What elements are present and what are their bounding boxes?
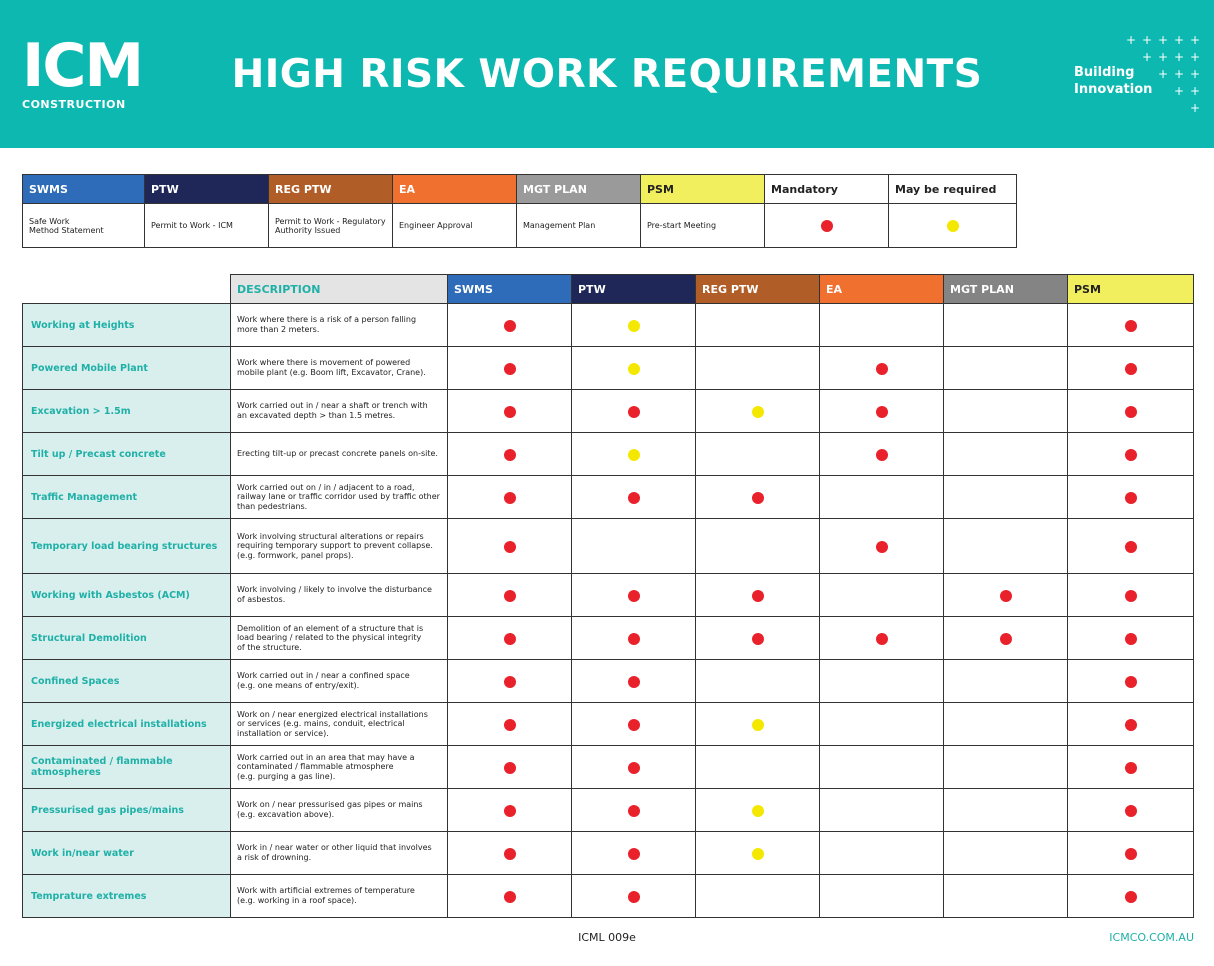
requirement-cell bbox=[448, 832, 572, 875]
table-row bbox=[23, 703, 1194, 746]
hazard-name: Temprature extremes bbox=[23, 875, 231, 918]
requirement-cell bbox=[448, 433, 572, 476]
mandatory-dot bbox=[1125, 848, 1137, 860]
requirement-cell bbox=[696, 703, 820, 746]
requirement-cell bbox=[944, 789, 1068, 832]
hazard-name: Traffic Management bbox=[23, 476, 231, 519]
requirement-cell bbox=[696, 347, 820, 390]
mandatory-dot bbox=[504, 805, 516, 817]
requirement-cell bbox=[820, 789, 944, 832]
mandatory-dot bbox=[628, 719, 640, 731]
requirement-cell bbox=[1068, 476, 1194, 519]
requirement-cell bbox=[944, 347, 1068, 390]
requirement-cell bbox=[696, 476, 820, 519]
mandatory-dot bbox=[504, 492, 516, 504]
table-row bbox=[23, 347, 1194, 390]
requirement-cell bbox=[820, 390, 944, 433]
requirement-cell bbox=[572, 304, 696, 347]
requirement-cell bbox=[448, 574, 572, 617]
requirement-cell bbox=[696, 746, 820, 789]
header-ea: EA bbox=[820, 275, 944, 304]
requirement-cell bbox=[944, 304, 1068, 347]
hazard-description: Work in / near water or other liquid that involves a risk of drowning. bbox=[231, 832, 448, 875]
mandatory-dot bbox=[504, 363, 516, 375]
may-be-required-dot bbox=[752, 406, 764, 418]
mandatory-dot bbox=[1125, 891, 1137, 903]
mandatory-dot bbox=[752, 492, 764, 504]
requirement-cell bbox=[572, 476, 696, 519]
requirement-cell bbox=[820, 347, 944, 390]
mandatory-dot bbox=[504, 848, 516, 860]
mandatory-dot bbox=[504, 633, 516, 645]
requirement-cell bbox=[820, 433, 944, 476]
requirement-cell bbox=[1068, 832, 1194, 875]
may-be-required-dot bbox=[628, 320, 640, 332]
mandatory-dot bbox=[1125, 492, 1137, 504]
mandatory-dot bbox=[752, 590, 764, 602]
hazard-description: Work where there is a risk of a person falling more than 2 meters. bbox=[231, 304, 448, 347]
may-be-required-dot bbox=[752, 719, 764, 731]
hazard-description: Erecting tilt-up or precast concrete panels on-site. bbox=[231, 433, 448, 476]
requirement-cell bbox=[944, 617, 1068, 660]
mandatory-dot bbox=[1125, 541, 1137, 553]
mandatory-dot bbox=[1125, 676, 1137, 688]
requirement-cell bbox=[696, 617, 820, 660]
requirement-cell bbox=[572, 875, 696, 918]
requirement-cell bbox=[1068, 519, 1194, 574]
requirement-cell bbox=[820, 660, 944, 703]
legend-maybe-cell bbox=[889, 204, 1017, 248]
requirements-table bbox=[22, 274, 1194, 918]
header-ptw: PTW bbox=[572, 275, 696, 304]
mandatory-dot bbox=[628, 492, 640, 504]
requirement-cell bbox=[944, 660, 1068, 703]
requirement-cell bbox=[1068, 574, 1194, 617]
table-row bbox=[23, 660, 1194, 703]
legend-desc-row bbox=[23, 204, 1017, 248]
hazard-description: Work involving structural alterations or repairs requiring temporary support to prevent collapse. (e.g. formwork, panel props). bbox=[231, 519, 448, 574]
header-reg-ptw: REG PTW bbox=[696, 275, 820, 304]
hazard-description: Work with artificial extremes of temperature (e.g. working in a roof space). bbox=[231, 875, 448, 918]
requirement-cell bbox=[448, 875, 572, 918]
requirement-cell bbox=[696, 789, 820, 832]
requirement-cell bbox=[572, 746, 696, 789]
requirement-cell bbox=[696, 875, 820, 918]
table-row bbox=[23, 433, 1194, 476]
hazard-name: Excavation > 1.5m bbox=[23, 390, 231, 433]
mandatory-dot bbox=[504, 590, 516, 602]
requirement-cell bbox=[820, 703, 944, 746]
hazard-name: Structural Demolition bbox=[23, 617, 231, 660]
legend-desc-reg-ptw: Permit to Work - Regulatory Authority Issued bbox=[269, 204, 393, 248]
header-description: DESCRIPTION bbox=[231, 275, 448, 304]
table-row bbox=[23, 789, 1194, 832]
table-row bbox=[23, 476, 1194, 519]
table-row bbox=[23, 746, 1194, 789]
hazard-name: Temporary load bearing structures bbox=[23, 519, 231, 574]
hazard-name: Energized electrical installations bbox=[23, 703, 231, 746]
requirement-cell bbox=[1068, 703, 1194, 746]
table-body bbox=[23, 304, 1194, 918]
mandatory-dot bbox=[504, 449, 516, 461]
plus-pattern-icon: + + + + + + + + + + + + + + + bbox=[1126, 33, 1201, 115]
legend-desc-swms: Safe Work Method Statement bbox=[23, 204, 145, 248]
hazard-name: Powered Mobile Plant bbox=[23, 347, 231, 390]
header-mgt-plan: MGT PLAN bbox=[944, 275, 1068, 304]
requirement-cell bbox=[820, 304, 944, 347]
website-link[interactable]: ICMCO.COM.AU bbox=[1109, 931, 1194, 944]
hazard-description: Work carried out on / in / adjacent to a road, railway lane or traffic corridor used by traffic other than pedestrians. bbox=[231, 476, 448, 519]
hazard-description: Work where there is movement of powered mobile plant (e.g. Boom lift, Excavator, Crane). bbox=[231, 347, 448, 390]
may-be-required-dot bbox=[752, 805, 764, 817]
mandatory-dot bbox=[1125, 406, 1137, 418]
requirement-cell bbox=[448, 617, 572, 660]
legend-mandatory-cell bbox=[765, 204, 889, 248]
mandatory-dot bbox=[876, 633, 888, 645]
requirement-cell bbox=[944, 476, 1068, 519]
mandatory-dot bbox=[504, 676, 516, 688]
requirement-cell bbox=[572, 390, 696, 433]
mandatory-dot bbox=[504, 406, 516, 418]
mandatory-dot bbox=[876, 541, 888, 553]
requirement-cell bbox=[944, 746, 1068, 789]
table-row bbox=[23, 617, 1194, 660]
requirement-cell bbox=[696, 390, 820, 433]
page-title: HIGH RISK WORK REQUIREMENTS bbox=[231, 52, 983, 97]
mandatory-dot bbox=[628, 676, 640, 688]
mandatory-dot bbox=[504, 891, 516, 903]
requirement-cell bbox=[696, 574, 820, 617]
hazard-name: Confined Spaces bbox=[23, 660, 231, 703]
legend-desc-mgt-plan: Management Plan bbox=[517, 204, 641, 248]
requirement-cell bbox=[1068, 789, 1194, 832]
mandatory-dot bbox=[1125, 320, 1137, 332]
hazard-name: Tilt up / Precast concrete bbox=[23, 433, 231, 476]
requirement-cell bbox=[1068, 304, 1194, 347]
mandatory-dot bbox=[628, 805, 640, 817]
requirement-cell bbox=[448, 390, 572, 433]
legend-header-row bbox=[23, 175, 1017, 204]
logo-subtitle: CONSTRUCTION bbox=[22, 98, 126, 111]
hazard-description: Work involving / likely to involve the disturbance of asbestos. bbox=[231, 574, 448, 617]
requirement-cell bbox=[572, 347, 696, 390]
legend-header-mgt-plan: MGT PLAN bbox=[517, 175, 641, 204]
legend-header-reg-ptw: REG PTW bbox=[269, 175, 393, 204]
requirement-cell bbox=[1068, 746, 1194, 789]
requirement-cell bbox=[820, 617, 944, 660]
header-psm: PSM bbox=[1068, 275, 1194, 304]
mandatory-dot bbox=[628, 633, 640, 645]
table-row bbox=[23, 390, 1194, 433]
requirement-cell bbox=[572, 832, 696, 875]
requirement-cell bbox=[572, 574, 696, 617]
table-header-row bbox=[23, 275, 1194, 304]
legend-header-may-be-required: May be required bbox=[889, 175, 1017, 204]
requirement-cell bbox=[572, 703, 696, 746]
document-code: ICML 009e bbox=[578, 931, 636, 944]
mandatory-dot bbox=[1125, 719, 1137, 731]
mandatory-dot bbox=[876, 406, 888, 418]
mandatory-dot bbox=[504, 320, 516, 332]
requirement-cell bbox=[448, 519, 572, 574]
legend-header-ea: EA bbox=[393, 175, 517, 204]
hazard-description: Work carried out in / near a confined space (e.g. one means of entry/exit). bbox=[231, 660, 448, 703]
requirement-cell bbox=[1068, 433, 1194, 476]
requirement-cell bbox=[696, 832, 820, 875]
legend-table bbox=[22, 174, 1017, 248]
mandatory-dot bbox=[504, 762, 516, 774]
requirement-cell bbox=[1068, 875, 1194, 918]
legend-desc-ptw: Permit to Work - ICM bbox=[145, 204, 269, 248]
requirement-cell bbox=[944, 832, 1068, 875]
may-be-required-dot bbox=[628, 449, 640, 461]
requirement-cell bbox=[696, 433, 820, 476]
requirement-cell bbox=[448, 703, 572, 746]
requirement-cell bbox=[696, 304, 820, 347]
requirement-cell bbox=[820, 519, 944, 574]
hazard-description: Work carried out in / near a shaft or trench with an excavated depth > than 1.5 metres. bbox=[231, 390, 448, 433]
mandatory-dot bbox=[821, 220, 833, 232]
tagline-line-2: Innovation bbox=[1074, 82, 1153, 97]
requirement-cell bbox=[820, 832, 944, 875]
hazard-description: Work on / near pressurised gas pipes or mains (e.g. excavation above). bbox=[231, 789, 448, 832]
header-banner bbox=[0, 0, 1214, 148]
requirement-cell bbox=[944, 390, 1068, 433]
requirement-cell bbox=[944, 519, 1068, 574]
requirement-cell bbox=[448, 746, 572, 789]
mandatory-dot bbox=[628, 848, 640, 860]
table-row bbox=[23, 519, 1194, 574]
mandatory-dot bbox=[1125, 449, 1137, 461]
requirement-cell bbox=[696, 519, 820, 574]
tagline-line-1: Building bbox=[1074, 65, 1135, 80]
hazard-name: Working at Heights bbox=[23, 304, 231, 347]
mandatory-dot bbox=[628, 762, 640, 774]
mandatory-dot bbox=[628, 590, 640, 602]
table-row bbox=[23, 574, 1194, 617]
requirement-cell bbox=[448, 476, 572, 519]
hazard-description: Work on / near energized electrical installations or services (e.g. mains, conduit, electrical installation or service). bbox=[231, 703, 448, 746]
requirement-cell bbox=[448, 347, 572, 390]
requirement-cell bbox=[820, 476, 944, 519]
mandatory-dot bbox=[1125, 590, 1137, 602]
table-row bbox=[23, 304, 1194, 347]
requirement-cell bbox=[944, 875, 1068, 918]
table-row bbox=[23, 875, 1194, 918]
mandatory-dot bbox=[1125, 805, 1137, 817]
requirement-cell bbox=[1068, 347, 1194, 390]
hazard-description: Demolition of an element of a structure that is load bearing / related to the physical integrity of the structure. bbox=[231, 617, 448, 660]
mandatory-dot bbox=[504, 719, 516, 731]
header-blank-cell bbox=[23, 275, 231, 304]
requirement-cell bbox=[820, 875, 944, 918]
requirement-cell bbox=[944, 703, 1068, 746]
mandatory-dot bbox=[1125, 762, 1137, 774]
requirement-cell bbox=[572, 433, 696, 476]
logo-mark: ICM bbox=[22, 31, 143, 101]
requirement-cell bbox=[572, 617, 696, 660]
mandatory-dot bbox=[628, 406, 640, 418]
mandatory-dot bbox=[1125, 633, 1137, 645]
mandatory-dot bbox=[628, 891, 640, 903]
legend-header-swms: SWMS bbox=[23, 175, 145, 204]
table-row bbox=[23, 832, 1194, 875]
requirement-cell bbox=[944, 574, 1068, 617]
mandatory-dot bbox=[876, 363, 888, 375]
mandatory-dot bbox=[1000, 633, 1012, 645]
hazard-name: Contaminated / flammable atmospheres bbox=[23, 746, 231, 789]
mandatory-dot bbox=[504, 541, 516, 553]
requirement-cell bbox=[572, 789, 696, 832]
requirement-cell bbox=[1068, 660, 1194, 703]
requirement-cell bbox=[572, 519, 696, 574]
requirement-cell bbox=[448, 660, 572, 703]
requirement-cell bbox=[572, 660, 696, 703]
legend-header-psm: PSM bbox=[641, 175, 765, 204]
requirement-cell bbox=[944, 433, 1068, 476]
requirement-cell bbox=[696, 660, 820, 703]
mandatory-dot bbox=[876, 449, 888, 461]
hazard-description: Work carried out in an area that may have a contaminated / flammable atmosphere (e.g. purging a gas line). bbox=[231, 746, 448, 789]
icm-logo bbox=[22, 31, 143, 116]
requirement-cell bbox=[820, 574, 944, 617]
mandatory-dot bbox=[752, 633, 764, 645]
requirement-cell bbox=[1068, 390, 1194, 433]
mandatory-dot bbox=[1000, 590, 1012, 602]
requirement-cell bbox=[448, 304, 572, 347]
may-be-required-dot bbox=[947, 220, 959, 232]
hazard-name: Work in/near water bbox=[23, 832, 231, 875]
mandatory-dot bbox=[1125, 363, 1137, 375]
legend-header-ptw: PTW bbox=[145, 175, 269, 204]
requirement-cell bbox=[820, 746, 944, 789]
hazard-name: Working with Asbestos (ACM) bbox=[23, 574, 231, 617]
header-swms: SWMS bbox=[448, 275, 572, 304]
hazard-name: Pressurised gas pipes/mains bbox=[23, 789, 231, 832]
requirement-cell bbox=[1068, 617, 1194, 660]
may-be-required-dot bbox=[628, 363, 640, 375]
requirement-cell bbox=[448, 789, 572, 832]
may-be-required-dot bbox=[752, 848, 764, 860]
legend-header-mandatory: Mandatory bbox=[765, 175, 889, 204]
legend-desc-ea: Engineer Approval bbox=[393, 204, 517, 248]
legend-desc-psm: Pre-start Meeting bbox=[641, 204, 765, 248]
